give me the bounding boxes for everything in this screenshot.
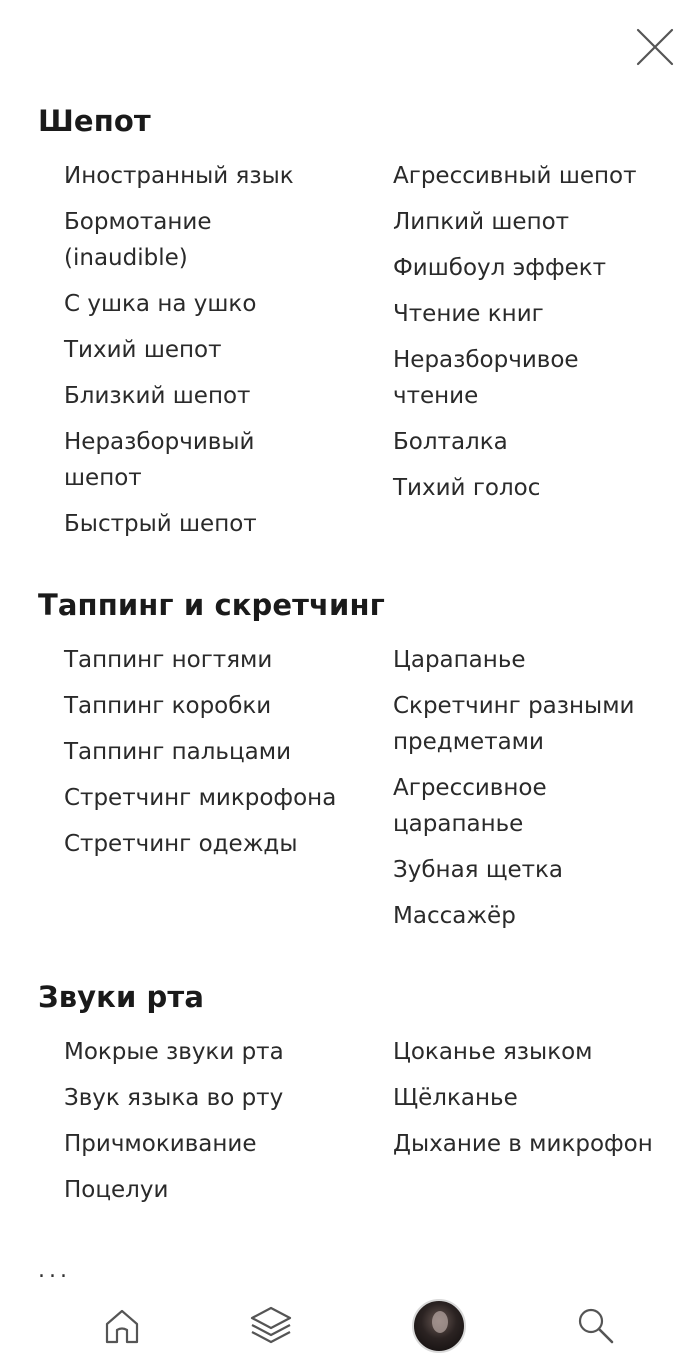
tag-item[interactable]: Таппинг пальцами [64, 739, 292, 765]
tag-item[interactable]: Поцелуи [64, 1177, 169, 1203]
tag-item[interactable]: Стретчинг одежды [64, 831, 298, 857]
section-mouth-sounds [38, 980, 678, 1218]
tag-column-right [393, 642, 673, 944]
tag-item[interactable]: Зубная щетка [393, 857, 564, 883]
home-icon[interactable] [94, 1298, 150, 1354]
tag-column-right [393, 1034, 673, 1172]
tag-item[interactable]: Чтение книг [393, 301, 544, 327]
tag-item[interactable]: Щёлканье [393, 1085, 518, 1111]
tag-item[interactable]: Таппинг ногтями [64, 647, 273, 673]
tag-item[interactable]: Звук языка во рту [64, 1085, 284, 1111]
profile-avatar [412, 1299, 466, 1353]
tag-item[interactable]: Стретчинг микрофона [64, 785, 337, 811]
tag-item[interactable]: Липкий шепот [393, 209, 570, 235]
more-ellipsis[interactable]: ... [38, 1258, 71, 1283]
layers-icon[interactable] [243, 1298, 299, 1354]
tag-item[interactable]: Болталка [393, 429, 508, 455]
tag-item[interactable]: Массажёр [393, 903, 516, 929]
tag-sections [38, 104, 678, 1254]
tag-item[interactable]: Быстрый шепот [64, 511, 257, 537]
section-title: Шепот [38, 104, 151, 138]
tag-item[interactable]: Иностранный язык [64, 163, 294, 189]
tag-item[interactable]: Тихий голос [393, 475, 541, 501]
tag-item[interactable]: Скретчинг разными предметами [393, 693, 635, 755]
tag-column-left [38, 1034, 393, 1218]
tag-item[interactable]: Царапанье [393, 647, 526, 673]
close-icon[interactable] [634, 26, 676, 68]
tag-item[interactable]: Агрессивное царапанье [393, 775, 547, 837]
tag-item[interactable]: Мокрые звуки рта [64, 1039, 284, 1065]
tag-column-left [38, 642, 393, 872]
tag-item[interactable]: Неразборчивый шепот [64, 429, 255, 491]
tag-item[interactable]: Причмокивание [64, 1131, 257, 1157]
avatar[interactable] [411, 1298, 467, 1354]
tag-item[interactable]: Таппинг коробки [64, 693, 272, 719]
tag-item[interactable]: Фишбоул эффект [393, 255, 607, 281]
tag-item[interactable]: Бормотание (inaudible) [64, 209, 212, 271]
tag-item[interactable]: Цоканье языком [393, 1039, 593, 1065]
tag-column-right [393, 158, 673, 516]
section-tapping-scratching [38, 588, 678, 944]
tag-columns [38, 642, 678, 944]
tag-columns [38, 1034, 678, 1218]
tag-item[interactable]: Агрессивный шепот [393, 163, 637, 189]
tag-item[interactable]: С ушка на ушко [64, 291, 257, 317]
tag-item[interactable]: Неразборчивое чтение [393, 347, 579, 409]
tag-item[interactable]: Близкий шепот [64, 383, 251, 409]
bottom-nav [0, 1290, 700, 1366]
tag-columns [38, 158, 678, 552]
tag-column-left [38, 158, 393, 552]
section-title: Звуки рта [38, 980, 204, 1014]
section-title: Таппинг и скретчинг [38, 588, 385, 622]
section-whisper [38, 104, 678, 552]
tag-item[interactable]: Дыхание в микрофон [393, 1131, 653, 1157]
tag-item[interactable]: Тихий шепот [64, 337, 222, 363]
search-icon[interactable] [568, 1298, 624, 1354]
